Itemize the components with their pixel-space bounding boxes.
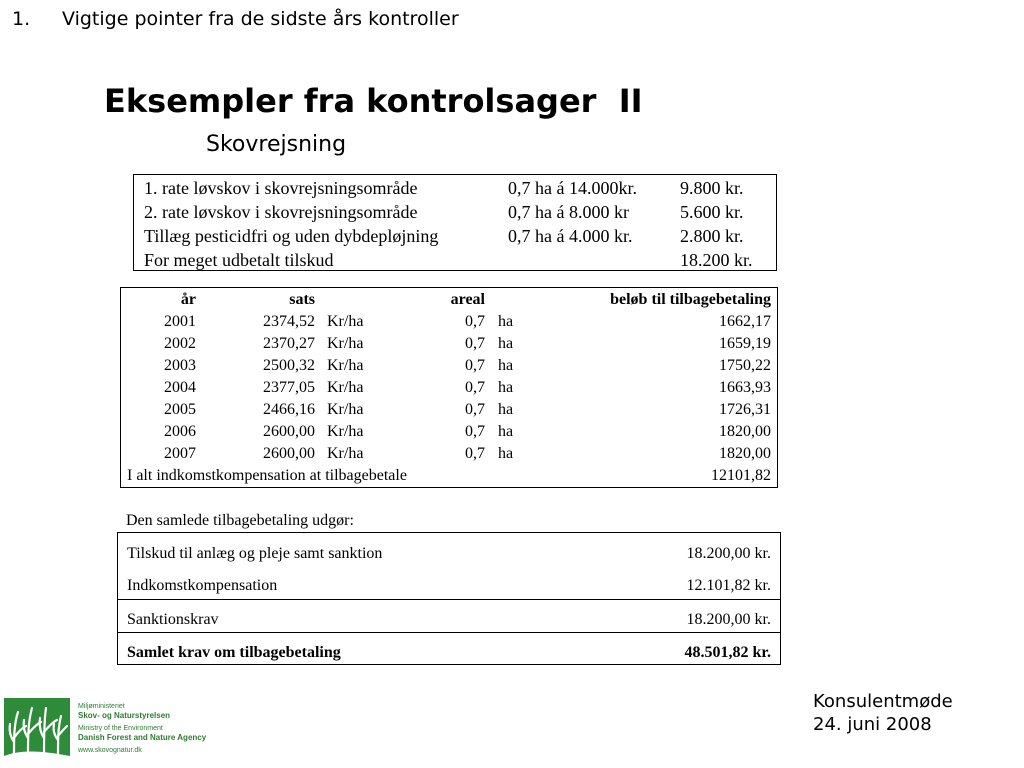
amount-cell: 1726,31 bbox=[719, 401, 771, 418]
rate-unit-cell: Kr/ha bbox=[327, 401, 364, 418]
rate-cell: 2466,16 bbox=[263, 401, 315, 418]
amount-cell: 1820,00 bbox=[719, 423, 771, 440]
rate-cell: 2600,00 bbox=[263, 445, 315, 462]
grant-amount: 5.600 kr. bbox=[680, 202, 744, 222]
summary-divider bbox=[118, 632, 780, 633]
summary-divider bbox=[118, 599, 780, 600]
rate-unit-cell: Kr/ha bbox=[327, 313, 364, 330]
rate-unit-cell: Kr/ha bbox=[327, 423, 364, 440]
table-row bbox=[121, 311, 777, 333]
amount-cell: 1663,93 bbox=[719, 379, 771, 396]
grant-description: 1. rate løvskov i skovrejsningsområde bbox=[144, 178, 418, 198]
summary-value: 12.101,82 kr. bbox=[686, 577, 771, 594]
table-row bbox=[121, 399, 777, 421]
area-unit-cell: ha bbox=[498, 445, 514, 462]
total-label: I alt indkomstkompensation at tilbagebetale bbox=[127, 467, 407, 484]
year-cell: 2004 bbox=[164, 379, 196, 396]
rate-cell: 2374,52 bbox=[263, 313, 315, 330]
rate-unit-cell: Kr/ha bbox=[327, 379, 364, 396]
area-cell: 0,7 bbox=[465, 445, 485, 462]
compensation-total-row bbox=[121, 465, 777, 487]
rate-cell: 2500,32 bbox=[263, 357, 315, 374]
grant-calc: 0,7 ha á 8.000 kr bbox=[508, 202, 629, 222]
grant-description: For meget udbetalt tilskud bbox=[144, 250, 334, 270]
table-row bbox=[121, 355, 777, 377]
summary-value: 18.200,00 kr. bbox=[686, 611, 771, 628]
slide-heading-item bbox=[12, 8, 459, 30]
table-row bbox=[121, 333, 777, 355]
year-cell: 2006 bbox=[164, 423, 196, 440]
meeting-date: 24. juni 2008 bbox=[813, 714, 932, 735]
table-row bbox=[121, 443, 777, 465]
grant-row bbox=[134, 176, 776, 200]
page-title: Eksempler fra kontrolsager II bbox=[104, 82, 643, 120]
table-row bbox=[121, 421, 777, 443]
summary-intro: Den samlede tilbagebetaling udgør: bbox=[126, 512, 354, 529]
heading-number: 1. bbox=[12, 8, 31, 30]
logo-text bbox=[78, 702, 206, 755]
logo-line: Danish Forest and Nature Agency bbox=[78, 733, 207, 742]
year-cell: 2005 bbox=[164, 401, 196, 418]
grant-row bbox=[134, 224, 776, 248]
summary-label: Sanktionskrav bbox=[127, 611, 219, 628]
logo-line: Skov- og Naturstyrelsen bbox=[78, 711, 171, 720]
grant-amount: 9.800 kr. bbox=[680, 178, 744, 198]
year-cell: 2001 bbox=[164, 313, 196, 330]
logo-line: Ministry of the Environment bbox=[78, 725, 163, 732]
year-cell: 2002 bbox=[164, 335, 196, 352]
grant-description: Tillæg pesticidfri og uden dybdepløjning bbox=[144, 226, 439, 246]
compensation-header-row bbox=[121, 289, 777, 311]
page-subtitle: Skovrejsning bbox=[206, 132, 347, 157]
area-unit-cell: ha bbox=[498, 379, 514, 396]
rate-unit-cell: Kr/ha bbox=[327, 445, 364, 462]
logo-line: Miljøministeriet bbox=[78, 703, 125, 710]
grant-amount: 18.200 kr. bbox=[680, 250, 753, 270]
rate-unit-cell: Kr/ha bbox=[327, 357, 364, 374]
amount-cell: 1662,17 bbox=[719, 313, 771, 330]
table-row bbox=[121, 377, 777, 399]
area-unit-cell: ha bbox=[498, 423, 514, 440]
grant-total-row bbox=[134, 248, 776, 272]
rate-unit-cell: Kr/ha bbox=[327, 335, 364, 352]
stylized-trees-icon bbox=[4, 698, 70, 762]
area-unit-cell: ha bbox=[498, 313, 514, 330]
logo-website: www.skovognatur.dk bbox=[78, 747, 142, 754]
header-amount: beløb til tilbagebetaling bbox=[610, 291, 771, 308]
area-unit-cell: ha bbox=[498, 401, 514, 418]
rate-cell: 2370,27 bbox=[263, 335, 315, 352]
grant-description: 2. rate løvskov i skovrejsningsområde bbox=[144, 202, 418, 222]
total-value: 12101,82 bbox=[711, 467, 771, 484]
grant-amount: 2.800 kr. bbox=[680, 226, 744, 246]
summary-total-value: 48.501,82 kr. bbox=[684, 644, 771, 661]
summary-table bbox=[117, 532, 781, 665]
heading-text: Vigtige pointer fra de sidste års kontroller bbox=[62, 8, 459, 30]
header-rate: sats bbox=[289, 291, 315, 308]
rate-cell: 2600,00 bbox=[263, 423, 315, 440]
amount-cell: 1820,00 bbox=[719, 445, 771, 462]
area-cell: 0,7 bbox=[465, 357, 485, 374]
summary-total-label: Samlet krav om tilbagebetaling bbox=[127, 644, 341, 661]
area-unit-cell: ha bbox=[498, 335, 514, 352]
area-cell: 0,7 bbox=[465, 401, 485, 418]
grant-table bbox=[133, 174, 777, 271]
summary-value: 18.200,00 kr. bbox=[686, 545, 771, 562]
year-cell: 2003 bbox=[164, 357, 196, 374]
area-cell: 0,7 bbox=[465, 379, 485, 396]
grant-row bbox=[134, 200, 776, 224]
amount-cell: 1750,22 bbox=[719, 357, 771, 374]
summary-label: Tilskud til anlæg og pleje samt sanktion bbox=[127, 545, 383, 562]
header-area: areal bbox=[450, 291, 485, 308]
amount-cell: 1659,19 bbox=[719, 335, 771, 352]
compensation-table bbox=[120, 287, 778, 488]
year-cell: 2007 bbox=[164, 445, 196, 462]
area-cell: 0,7 bbox=[465, 423, 485, 440]
summary-label: Indkomstkompensation bbox=[127, 577, 278, 594]
header-year: år bbox=[180, 291, 196, 308]
grant-calc: 0,7 ha á 4.000 kr. bbox=[508, 226, 633, 246]
agency-logo bbox=[4, 698, 214, 762]
meeting-info bbox=[813, 690, 953, 736]
area-cell: 0,7 bbox=[465, 335, 485, 352]
meeting-name: Konsulentmøde bbox=[813, 691, 953, 712]
grant-calc: 0,7 ha á 14.000kr. bbox=[508, 178, 637, 198]
area-unit-cell: ha bbox=[498, 357, 514, 374]
rate-cell: 2377,05 bbox=[263, 379, 315, 396]
area-cell: 0,7 bbox=[465, 313, 485, 330]
